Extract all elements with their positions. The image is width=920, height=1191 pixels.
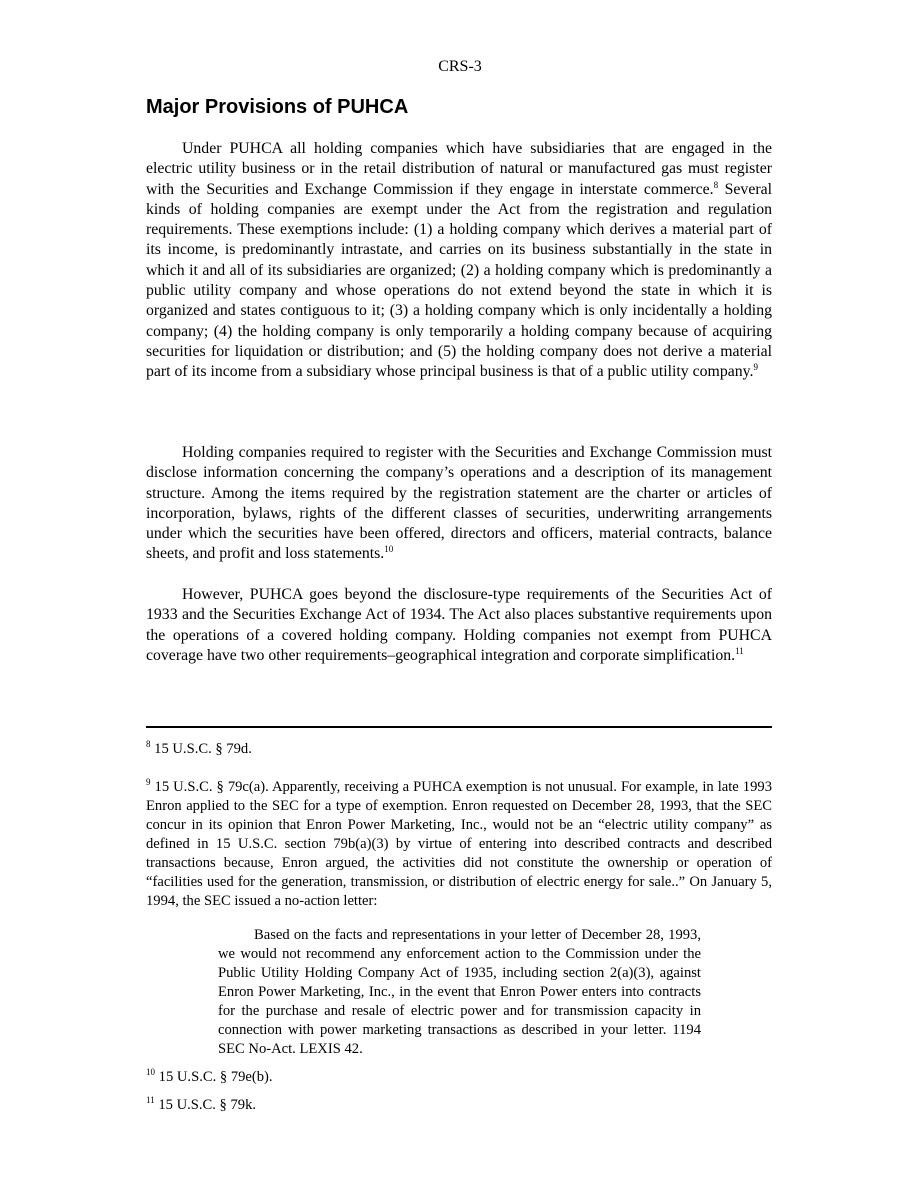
footnote-9 [146, 778, 772, 911]
footnote-divider [146, 726, 772, 728]
footnote-reference-10[interactable]: 10 [384, 544, 394, 555]
paragraph-text: Several kinds of holding companies are exempt under the Act from the registration and regulation requirements. These exemptions include: (1) a holding company which derives a material part of its income, is predominantly intrastate, and carries on its business substantially in the state in which it and all of its subsidiaries are organized; (2) a holding company which is predominantly a public utility company and whose operations do not extend beyond the state in which it is organized and states contiguous to it; (3) a holding company which is only incidentally a holding company; (4) the holding company is only temporarily a holding company because of acquiring securities for liquidation or distribution; and (5) the holding company does not derive a material part of its income from a subsidiary whose principal business is that of a public utility company. [146, 180, 772, 381]
footnote-reference-9[interactable]: 9 [753, 362, 758, 373]
footnote-mark: 10 [146, 1067, 155, 1077]
footnote-reference-11[interactable]: 11 [735, 645, 744, 656]
footnote-text: 15 U.S.C. § 79k. [154, 1097, 257, 1113]
body-paragraph-1 [146, 139, 772, 383]
footnote-mark: 11 [146, 1095, 155, 1105]
paragraph-text: However, PUHCA goes beyond the disclosure-type requirements of the Securities Act of 1933 and the Securities Exchange Act of 1934. The Act also places substantive requirements upon the operations of a covered holding company. Holding companies not exempt from PUHCA coverage have two other requirements–geographical integration and corporate simplification. [146, 586, 772, 664]
footnote-11 [146, 1096, 772, 1115]
footnote-text: 15 U.S.C. § 79e(b). [155, 1069, 273, 1085]
footnote-10 [146, 1068, 772, 1087]
body-paragraph-3 [146, 585, 772, 666]
footnote-9-block-quote: Based on the facts and representations in your letter of December 28, 1993, we would not recommend any enforcement action to the Commission under the Public Utility Holding Company Act of 1935, including section 2(a)(3), against Enron Power Marketing, Inc., in the event that Enron Power enters into contracts for the purchase and resale of electric power and for transmission capacity in connection with power marketing transactions as described in your letter. 1194 SEC No-Act. LEXIS 42. [218, 927, 701, 1057]
body-paragraph-2 [146, 443, 772, 565]
footnote-mark: 8 [146, 739, 151, 749]
footnote-mark: 9 [146, 777, 151, 787]
footnote-text: 15 U.S.C. § 79d. [150, 741, 252, 757]
section-heading: Major Provisions of PUHCA [146, 96, 409, 118]
page-number-header: CRS-3 [438, 58, 482, 75]
footnote-text: 15 U.S.C. § 79c(a). Apparently, receiving a PUHCA exemption is not unusual. For example, in late 1993 Enron applied to the SEC for a type of exemption. Enron requested on December 28, 1993, that the SEC concur in its opinion that Enron Power Marketing, Inc., would not be an “electric utility company” as defined in 15 U.S.C. section 79b(a)(3) by virtue of entering into described contracts and described transactions because, Enron argued, the activities did not constitute the ownership or operation of “facilities used for the generation, transmission, or distribution of electric energy for sale..” On January 5, 1994, the SEC issued a no-action letter: [146, 779, 772, 909]
footnote-8 [146, 740, 772, 759]
paragraph-text: Under PUHCA all holding companies which have subsidiaries that are engaged in the electric utility business or in the retail distribution of natural or manufactured gas must register with the Securities and Exchange Commission if they engage in interstate commerce. [146, 140, 772, 198]
footnote-reference-8[interactable]: 8 [713, 179, 719, 190]
paragraph-text: Holding companies required to register with the Securities and Exchange Commission must disclose information concerning the company’s operations and a description of its management structure. Among the items required by the registration statement are the charter or articles of incorporation, bylaws, rights of the different classes of securities, underwriting arrangements under which the securities have been offered, directors and officers, material contracts, balance sheets, and profit and loss statements. [146, 444, 772, 563]
